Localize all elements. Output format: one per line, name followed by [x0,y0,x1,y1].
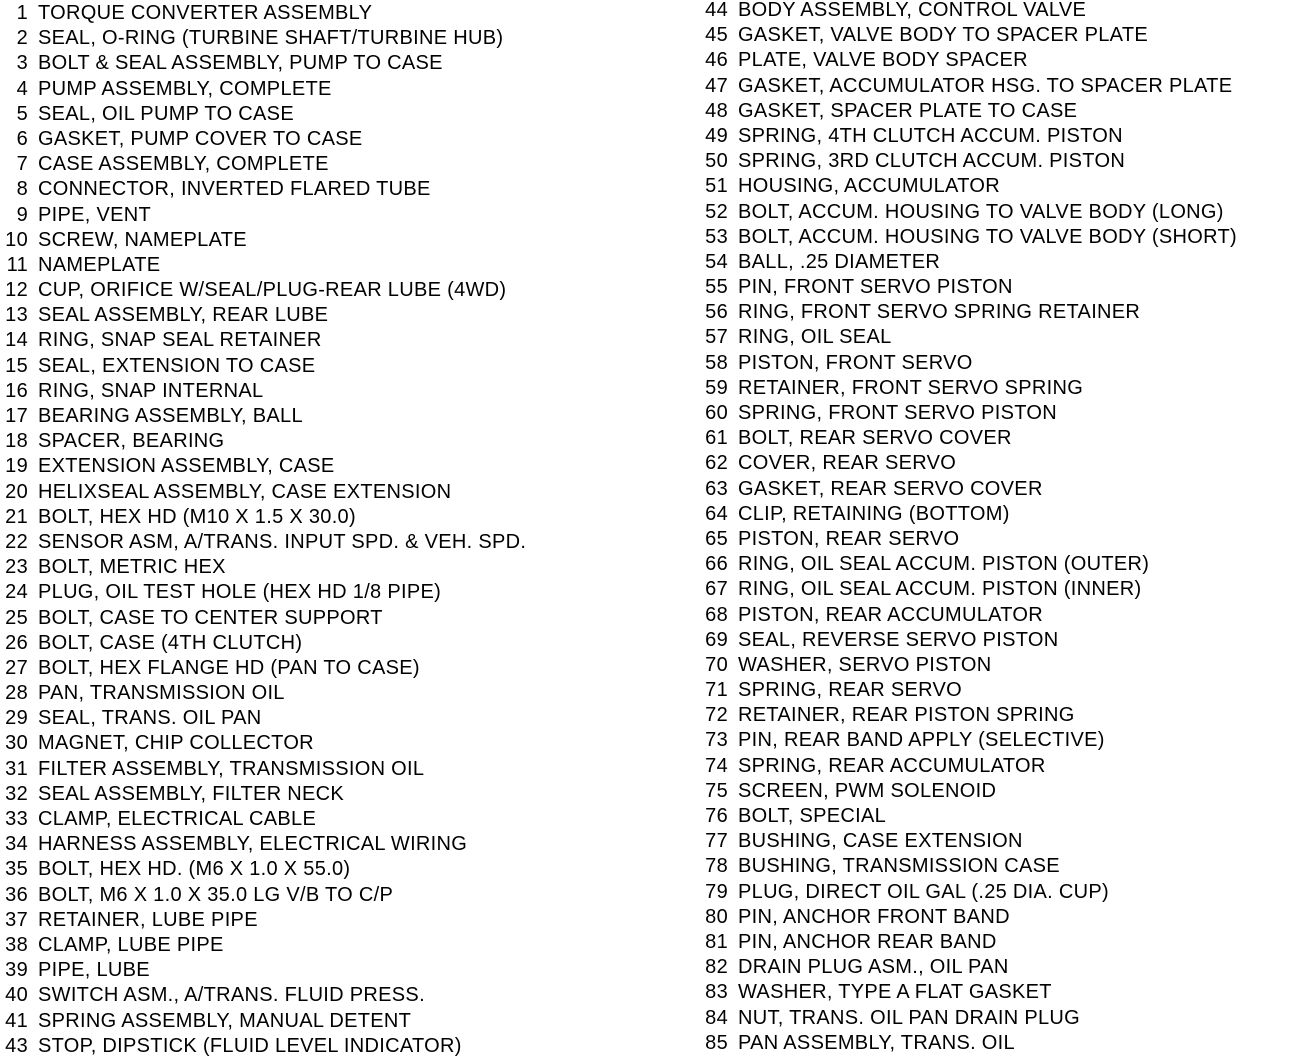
part-number: 64 [705,502,728,525]
part-number: 55 [705,276,728,299]
part-number: 12 [5,279,28,302]
part-number: 22 [5,530,28,553]
part-description: CUP, ORIFICE W/SEAL/PLUG-REAR LUBE (4WD) [38,279,507,302]
part-list-item [0,958,660,983]
part-description: GASKET, PUMP COVER TO CASE [38,127,363,150]
part-number: 31 [5,757,28,780]
part-description: GASKET, ACCUMULATOR HSG. TO SPACER PLATE [738,74,1233,97]
part-number: 66 [705,553,728,576]
part-list-item [700,854,1312,879]
part-list-item [700,880,1312,905]
part-list-item [0,681,660,706]
part-number: 43 [5,1034,28,1057]
part-number: 71 [705,679,728,702]
part-number: 2 [16,27,28,50]
part-list-item [700,74,1312,99]
part-description: PIN, ANCHOR FRONT BAND [738,905,1010,928]
part-description: SPACER, BEARING [38,430,225,453]
part-number: 69 [705,628,728,651]
part-description: STOP, DIPSTICK (FLUID LEVEL INDICATOR) [38,1034,462,1057]
part-list-item [700,401,1312,426]
part-list-item [0,1009,660,1034]
part-list-item [700,426,1312,451]
part-description: SWITCH ASM., A/TRANS. FLUID PRESS. [38,984,425,1007]
part-number: 59 [705,376,728,399]
part-list-item [700,728,1312,753]
part-list-item [0,379,660,404]
part-description: RING, SNAP SEAL RETAINER [38,329,322,352]
part-number: 74 [705,754,728,777]
part-description: PLUG, OIL TEST HOLE (HEX HD 1/8 PIPE) [38,581,442,604]
part-description: CONNECTOR, INVERTED FLARED TUBE [38,178,431,201]
part-list-item [0,631,660,656]
part-number: 54 [705,250,728,273]
part-description: PISTON, REAR SERVO [738,527,960,550]
part-list-item [700,527,1312,552]
part-description: RING, FRONT SERVO SPRING RETAINER [738,301,1141,324]
part-number: 4 [16,77,28,100]
part-description: DRAIN PLUG ASM., OIL PAN [738,956,1009,979]
part-description: BOLT, ACCUM. HOUSING TO VALVE BODY (SHORT) [738,225,1237,248]
part-description: SEAL, O-RING (TURBINE SHAFT/TURBINE HUB) [38,27,504,50]
part-description: GASKET, VALVE BODY TO SPACER PLATE [738,24,1148,47]
part-list-item [0,152,660,177]
part-list-item [0,983,660,1008]
part-number: 21 [5,505,28,528]
part-list-item [0,177,660,202]
part-list-item [700,1031,1312,1056]
part-number: 61 [705,427,728,450]
part-description: SPRING, FRONT SERVO PISTON [738,402,1057,424]
part-description: SCREEN, PWM SOLENOID [738,779,997,802]
part-list-item [700,804,1312,829]
part-description: PIPE, LUBE [38,959,150,982]
part-list-item [0,404,660,429]
part-number: 70 [705,653,728,676]
part-description: BOLT, REAR SERVO COVER [738,427,1012,450]
part-description: RETAINER, LUBE PIPE [38,908,258,931]
part-list-item [0,203,660,228]
part-description: RETAINER, FRONT SERVO SPRING [738,376,1084,399]
part-description: SENSOR ASM, A/TRANS. INPUT SPD. & VEH. SPD. [38,530,527,553]
part-list-item [0,530,660,555]
part-list-item [0,606,660,631]
part-list-item [700,351,1312,376]
part-description: PISTON, FRONT SERVO [738,351,973,374]
part-list-item [700,703,1312,728]
part-list-item [700,300,1312,325]
part-description: BOLT, HEX HD. (M6 X 1.0 X 55.0) [38,858,351,881]
part-description: SEAL, REVERSE SERVO PISTON [738,628,1059,651]
part-list-item [0,757,660,782]
part-number: 3 [16,52,28,75]
part-number: 28 [5,682,28,705]
part-description: MAGNET, CHIP COLLECTOR [38,732,314,755]
part-description: BUSHING, TRANSMISSION CASE [738,855,1060,878]
part-list-item [700,99,1312,124]
part-list-item [0,832,660,857]
part-list-item [0,731,660,756]
part-number: 34 [5,833,28,856]
part-number: 1 [16,2,28,24]
part-list-item [700,829,1312,854]
part-number: 16 [5,379,28,402]
part-list-item [700,754,1312,779]
part-list-item [700,200,1312,225]
part-number: 19 [5,455,28,478]
part-list-item [0,782,660,807]
part-description: SPRING, REAR SERVO [738,679,962,702]
part-list-item [0,253,660,278]
part-description: BODY ASSEMBLY, CONTROL VALVE [738,0,1087,21]
part-number: 46 [705,49,728,72]
part-list-item [700,0,1312,23]
part-description: WASHER, SERVO PISTON [738,653,992,676]
part-description: BOLT, HEX HD (M10 X 1.5 X 30.0) [38,505,356,528]
part-description: BOLT, CASE TO CENTER SUPPORT [38,606,383,629]
part-number: 80 [705,905,728,928]
part-number: 81 [705,930,728,953]
part-description: PIN, FRONT SERVO PISTON [738,276,1013,299]
part-list-item [700,325,1312,350]
part-description: BOLT, SPECIAL [738,805,887,827]
part-description: SPRING, 3RD CLUTCH ACCUM. PISTON [738,150,1126,173]
part-number: 25 [5,606,28,629]
part-number: 52 [705,200,728,223]
part-list-item [0,429,660,454]
part-list-item [0,706,660,731]
part-list-item [700,124,1312,149]
part-number: 84 [705,1006,728,1029]
part-description: PIPE, VENT [38,203,152,226]
part-number: 5 [16,102,28,125]
part-list-item [0,933,660,958]
part-number: 73 [705,729,728,752]
part-number: 35 [5,858,28,881]
part-number: 77 [705,830,728,853]
part-number: 17 [5,405,28,427]
part-list-item [0,908,660,933]
part-number: 78 [705,855,728,878]
part-description: BOLT, HEX FLANGE HD (PAN TO CASE) [38,656,420,679]
part-list-item [700,225,1312,250]
part-description: SCREW, NAMEPLATE [38,228,247,251]
part-number: 7 [16,153,28,176]
part-list-item [0,228,660,253]
part-number: 26 [5,631,28,654]
part-number: 30 [5,732,28,755]
part-list-item [700,905,1312,930]
part-description: HELIXSEAL ASSEMBLY, CASE EXTENSION [38,480,452,503]
part-description: CLAMP, LUBE PIPE [38,933,224,956]
part-number: 47 [705,74,728,97]
part-list-item [700,955,1312,980]
part-description: HOUSING, ACCUMULATOR [738,175,1000,198]
part-list-item [0,278,660,303]
part-list-item [700,477,1312,502]
part-list-item [0,505,660,530]
part-description: COVER, REAR SERVO [738,452,957,475]
part-number: 32 [5,782,28,805]
part-description: PIN, REAR BAND APPLY (SELECTIVE) [738,729,1105,752]
part-number: 41 [5,1009,28,1032]
part-list-item [700,980,1312,1005]
part-list-item [0,26,660,51]
part-description: BEARING ASSEMBLY, BALL [38,405,303,427]
part-list-item [0,354,660,379]
part-list-item [700,174,1312,199]
part-description: CLIP, RETAINING (BOTTOM) [738,502,1010,525]
part-description: PAN ASSEMBLY, TRANS. OIL [738,1031,1015,1054]
part-number: 67 [705,578,728,601]
part-description: SPRING, 4TH CLUTCH ACCUM. PISTON [738,124,1123,147]
part-list-item [700,930,1312,955]
part-number: 53 [705,225,728,248]
part-description: BUSHING, CASE EXTENSION [738,830,1023,853]
part-list-item [700,149,1312,174]
part-list-item [700,1006,1312,1031]
part-description: PUMP ASSEMBLY, COMPLETE [38,77,332,100]
part-number: 29 [5,707,28,730]
part-number: 13 [5,304,28,327]
part-number: 20 [5,480,28,503]
part-number: 23 [5,556,28,579]
part-number: 15 [5,354,28,377]
part-number: 33 [5,808,28,830]
part-list-item [0,1034,660,1059]
part-list-item [700,653,1312,678]
part-list-item [0,127,660,152]
part-description: RING, OIL SEAL [738,326,892,349]
part-number: 65 [705,527,728,550]
part-number: 85 [705,1031,728,1054]
part-list-item [700,275,1312,300]
part-description: SEAL, EXTENSION TO CASE [38,354,316,377]
part-description: WASHER, TYPE A FLAT GASKET [738,981,1052,1004]
part-list-item [0,102,660,127]
part-description: PLATE, VALVE BODY SPACER [738,49,1028,72]
part-list-item [700,552,1312,577]
part-number: 57 [705,326,728,349]
part-list-item [0,807,660,832]
part-number: 62 [705,452,728,475]
part-description: BOLT, METRIC HEX [38,556,226,579]
part-list-item [700,451,1312,476]
part-description: RETAINER, REAR PISTON SPRING [738,704,1075,727]
part-description: RING, SNAP INTERNAL [38,379,264,402]
part-number: 37 [5,908,28,931]
part-list-item [700,250,1312,275]
part-number: 56 [705,301,728,324]
part-number: 58 [705,351,728,374]
part-description: SEAL, OIL PUMP TO CASE [38,102,294,125]
part-description: SEAL ASSEMBLY, FILTER NECK [38,782,345,805]
part-list-item [0,51,660,76]
part-description: BALL, .25 DIAMETER [738,250,941,273]
part-number: 11 [6,253,28,276]
part-list-item [0,303,660,328]
part-list-item [0,580,660,605]
part-number: 39 [5,959,28,982]
part-number: 68 [705,603,728,626]
part-number: 79 [705,880,728,903]
part-description: GASKET, REAR SERVO COVER [738,477,1043,500]
part-number: 10 [5,228,28,251]
part-number: 9 [16,203,28,226]
part-list-item [700,48,1312,73]
part-list-item [700,577,1312,602]
part-number: 75 [705,779,728,802]
part-description: TORQUE CONVERTER ASSEMBLY [38,2,373,24]
part-description: SPRING, REAR ACCUMULATOR [738,754,1046,777]
part-description: PIN, ANCHOR REAR BAND [738,930,997,953]
part-number: 63 [705,477,728,500]
part-number: 24 [5,581,28,604]
part-number: 8 [16,178,28,201]
part-description: SEAL ASSEMBLY, REAR LUBE [38,304,329,327]
part-number: 83 [705,981,728,1004]
part-number: 18 [5,430,28,453]
part-number: 38 [5,933,28,956]
part-description: PAN, TRANSMISSION OIL [38,682,285,705]
part-description: EXTENSION ASSEMBLY, CASE [38,455,335,478]
part-number: 82 [705,956,728,979]
part-list-item [700,502,1312,527]
part-number: 72 [705,704,728,727]
part-number: 36 [5,883,28,906]
part-list-item [0,857,660,882]
part-number: 49 [705,124,728,147]
part-description: BOLT, CASE (4TH CLUTCH) [38,631,303,654]
part-number: 6 [16,127,28,150]
part-number: 40 [5,984,28,1007]
part-list-item [0,555,660,580]
part-description: NUT, TRANS. OIL PAN DRAIN PLUG [738,1006,1081,1029]
part-list-item [0,883,660,908]
part-description: HARNESS ASSEMBLY, ELECTRICAL WIRING [38,833,468,856]
part-number: 48 [705,99,728,122]
part-description: RING, OIL SEAL ACCUM. PISTON (INNER) [738,578,1142,601]
part-description: CASE ASSEMBLY, COMPLETE [38,153,329,176]
part-description: PISTON, REAR ACCUMULATOR [738,603,1044,626]
part-number: 76 [705,805,728,827]
part-list-item [0,480,660,505]
part-number: 44 [705,0,728,21]
part-list-item [700,628,1312,653]
part-list-item [700,23,1312,48]
part-list-item [0,656,660,681]
part-list-item [700,376,1312,401]
part-list-item [0,328,660,353]
part-number: 50 [705,150,728,173]
part-list-item [700,678,1312,703]
part-description: GASKET, SPACER PLATE TO CASE [738,99,1078,122]
part-description: BOLT, ACCUM. HOUSING TO VALVE BODY (LONG) [738,200,1224,223]
part-description: BOLT, M6 X 1.0 X 35.0 LG V/B TO C/P [38,883,394,906]
part-list-item [0,77,660,102]
part-description: SEAL, TRANS. OIL PAN [38,707,262,730]
part-number: 27 [5,656,28,679]
part-description: PLUG, DIRECT OIL GAL (.25 DIA. CUP) [738,880,1109,903]
parts-list-right-column [700,0,1312,1056]
part-description: SPRING ASSEMBLY, MANUAL DETENT [38,1009,412,1032]
part-description: NAMEPLATE [38,253,161,276]
part-list-item [700,603,1312,628]
part-list-item [700,779,1312,804]
part-number: 51 [705,175,728,198]
part-list-item [0,454,660,479]
part-description: RING, OIL SEAL ACCUM. PISTON (OUTER) [738,553,1150,576]
part-description: FILTER ASSEMBLY, TRANSMISSION OIL [38,757,425,780]
part-number: 60 [705,402,728,424]
part-list-item [0,1,660,26]
part-number: 14 [5,329,28,352]
part-description: BOLT & SEAL ASSEMBLY, PUMP TO CASE [38,52,443,75]
part-description: CLAMP, ELECTRICAL CABLE [38,808,317,830]
part-number: 45 [705,24,728,47]
